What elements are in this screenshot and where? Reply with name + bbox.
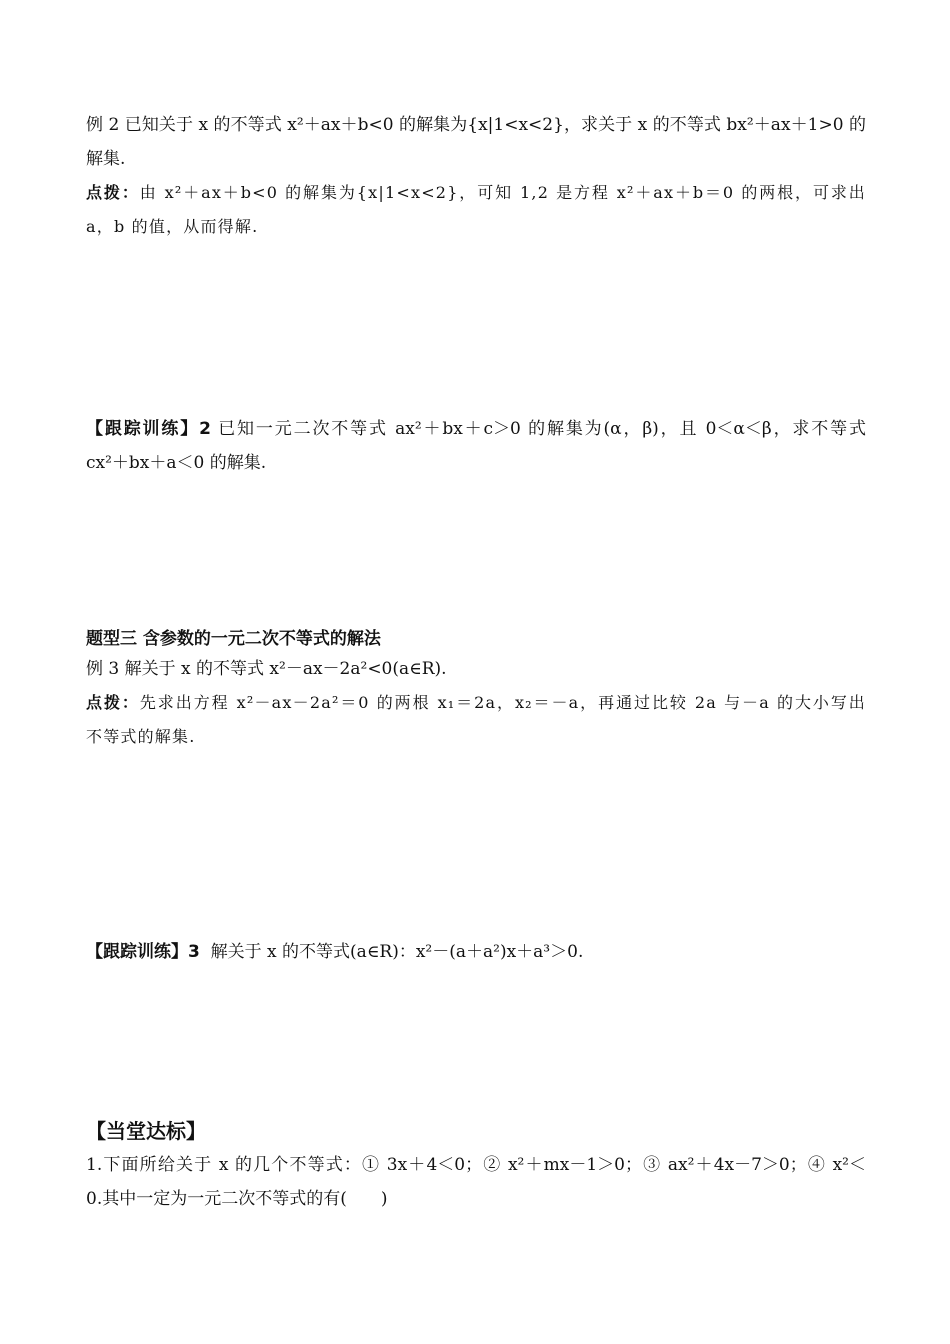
practice-3-label: 【跟踪训练】3 <box>86 942 200 962</box>
classwork <box>86 1114 866 1216</box>
classwork-q1-line-1: 1.下面所给关于 x 的几个不等式：① 3x＋4＜0；② x²＋mx－1＞0；③ ax²＋4x－7＞0；④ x²＜ <box>86 1155 866 1175</box>
type-3 <box>86 622 866 754</box>
classwork-heading: 【当堂达标】 <box>86 1119 206 1143</box>
practice-2-line-2: cx²＋bx＋a＜0 的解集. <box>86 453 267 473</box>
practice-2-text: 已知一元二次不等式 ax²＋bx＋c＞0 的解集为(α，β)，且 0＜α＜β，求不等式 <box>218 419 866 439</box>
example-3-line: 例 3 解关于 x 的不等式 x²－ax－2a²<0(a∈R). <box>86 659 447 679</box>
example-2-line-2: 解集. <box>86 149 126 169</box>
practice-2-line-1 <box>86 412 866 446</box>
hint-text: 先求出方程 x²－ax－2a²＝0 的两根 x₁＝2a，x₂＝－a，再通过比较 2a 与－a 的大小写出 <box>139 693 866 712</box>
practice-2 <box>86 412 866 480</box>
practice-3-text: 解关于 x 的不等式(a∈R)：x²－(a＋a²)x＋a³＞0. <box>210 942 584 962</box>
example-2 <box>86 108 866 244</box>
example-3-hint-line-2: 不等式的解集. <box>86 727 196 746</box>
example-2-hint-line-1 <box>86 176 866 210</box>
hint-label: 点拨： <box>86 693 140 712</box>
example-2-line-1: 例 2 已知关于 x 的不等式 x²＋ax＋b<0 的解集为{x|1<x<2}，求关于 x 的不等式 bx²＋ax＋1>0 的 <box>86 115 866 135</box>
classwork-q1-line-2: 0.其中一定为一元二次不等式的有( ) <box>86 1189 388 1209</box>
practice-3-line <box>86 935 866 969</box>
example-2-hint-line-2: a，b 的值，从而得解. <box>86 217 259 236</box>
practice-3 <box>86 935 866 969</box>
example-3-hint-line-1 <box>86 686 866 720</box>
hint-text: 由 x²＋ax＋b<0 的解集为{x|1<x<2}，可知 1,2 是方程 x²＋ax＋b＝0 的两根，可求出 <box>139 183 866 202</box>
hint-label: 点拨： <box>86 183 140 202</box>
type-3-heading: 题型三 含参数的一元二次不等式的解法 <box>86 629 381 649</box>
practice-2-label: 【跟踪训练】2 <box>86 419 211 439</box>
